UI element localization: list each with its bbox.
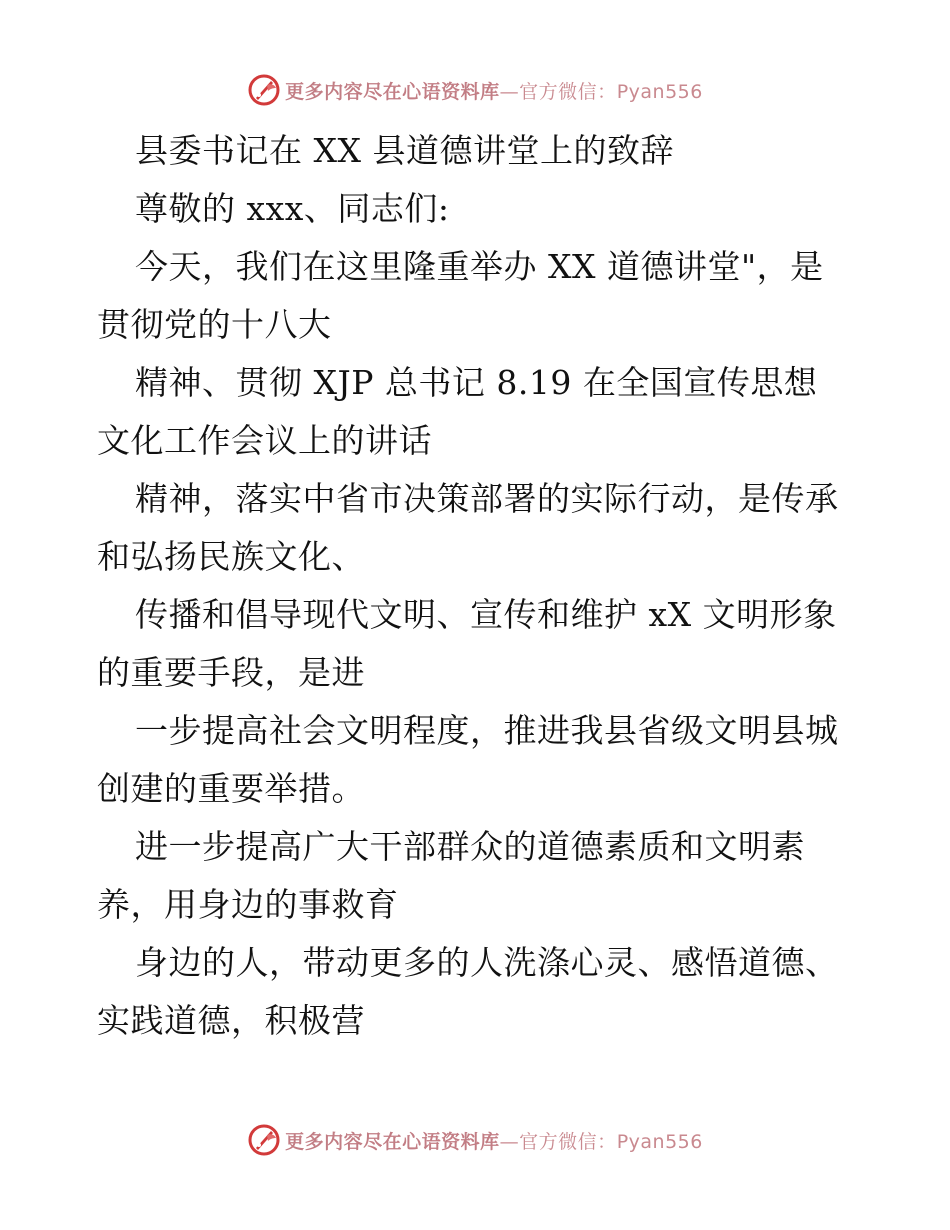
paragraph-line: 贯彻党的十八大 bbox=[97, 305, 332, 344]
paragraph-line: 的重要手段，是进 bbox=[97, 653, 365, 692]
paragraph-line: 精神，落实中省市决策部署的实际行动，是传承 bbox=[135, 479, 839, 518]
footer-banner-text bbox=[285, 1127, 703, 1154]
header-site-name: 更多内容尽在心语资料库 bbox=[285, 80, 500, 103]
header-banner bbox=[0, 70, 950, 110]
salutation: 尊敬的 xxx、同志们: bbox=[135, 189, 450, 228]
footer-wechat-id: Pyan556 bbox=[616, 1130, 703, 1153]
paragraph-line: 进一步提高广大干部群众的道德素质和文明素 bbox=[135, 827, 805, 866]
document-body bbox=[97, 122, 867, 1050]
quill-logo-icon bbox=[247, 1123, 281, 1157]
footer-site-name: 更多内容尽在心语资料库 bbox=[285, 1130, 500, 1153]
paragraph-line: 精神、贯彻 XJP 总书记 8.19 在全国宣传思想 bbox=[135, 363, 818, 402]
header-banner-text bbox=[285, 77, 703, 104]
footer-dash: — bbox=[499, 1130, 520, 1153]
header-wechat-label: 官方微信： bbox=[519, 80, 617, 103]
paragraph-line: 养，用身边的事救育 bbox=[97, 885, 399, 924]
paragraph-line: 创建的重要举措。 bbox=[97, 769, 365, 808]
paragraph-line: 实践道德，积极营 bbox=[97, 1001, 365, 1040]
document-title: 县委书记在 XX 县道德讲堂上的致辞 bbox=[135, 131, 674, 170]
paragraph-line: 身边的人，带动更多的人洗涤心灵、感悟道德、 bbox=[135, 943, 839, 982]
paragraph-line: 和弘扬民族文化、 bbox=[97, 537, 365, 576]
header-wechat-id: Pyan556 bbox=[616, 80, 703, 103]
footer-banner bbox=[0, 1120, 950, 1160]
footer-wechat-label: 官方微信： bbox=[519, 1130, 617, 1153]
header-dash: — bbox=[499, 80, 520, 103]
paragraph-line: 今天，我们在这里隆重举办 XX 道德讲堂"，是 bbox=[135, 247, 824, 286]
paragraph-line: 一步提高社会文明程度，推进我县省级文明县城 bbox=[135, 711, 839, 750]
quill-logo-icon bbox=[247, 73, 281, 107]
paragraph-line: 文化工作会议上的讲话 bbox=[97, 421, 432, 460]
paragraph-line: 传播和倡导现代文明、宣传和维护 xX 文明形象 bbox=[135, 595, 837, 634]
